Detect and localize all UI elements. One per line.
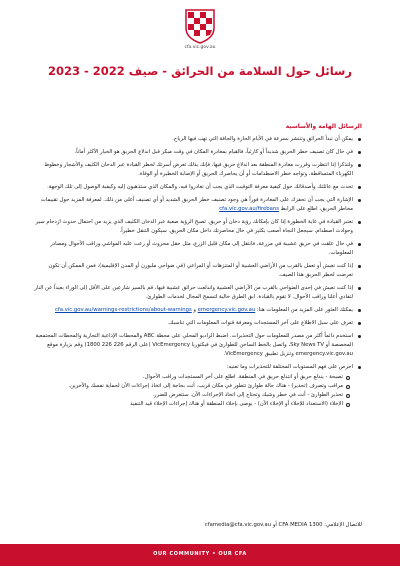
list-item: يمكنك العثور على المزيد من المعلومات هنا: emergency.vic.gov.au و cfa.vic.gov.au/warnings-restrictions/about-warnings (34, 306, 353, 315)
list-item: مراقب وتصرف (تحذير) - هناك حالة طوارئ تتطور في مكان قريب. أنت بحاجة إلى اتخاذ إجراءات الآن لحماية نفسك والآخرين. (34, 382, 343, 391)
list-item: في حال كان تصنيف خطر الحريق شديداً أو كارثياً، فالقيام بمغادرة المكان في وقت مبكر قبل اندلاع الحريق هو الخيار الأكثر أماناً. (34, 148, 353, 157)
list-item: في حال علقت في حريق عشبية في مزرعة، فانتقل إلى مكان قليل الزرع، مثل حقل محروث أو رعت عليه المواشي وراقب الأحوال ومصادر المعلومات. (34, 240, 353, 258)
list-item: تحذير الطوارئ - أنت في خطر وشيك وتحتاج إلى اتخاذ الإجراءات الآن. ستتعرض للضرر. (34, 391, 343, 400)
section-heading: الرسائل الهامة والأساسية (285, 123, 362, 130)
list-item: تعرف على سبل الاطلاع على آخر المستجدات ومعرفة قنوات المعلومات التي تناسبك. (34, 319, 353, 328)
list-item: نصيحة - يندلع حريق أو انتدلع حريق في المنطقة. اطلع على آخر المستجدات وراقب الأحوال. (34, 373, 343, 382)
cfa-emblem-icon (183, 8, 217, 44)
list-item: تعتبر القيادة في غاية الخطورة إذا كان بإمكانك رؤية دخان أو حريق. تصبح الرؤية صعبة عبر الدخان الكثيف الذي يزيد من احتمال حدوث ازدحام سير وحوادث اصطدام، سيجعل النجاة أصعب بكثير في حال محاصرتك داخل مكان الحريق. سيكون التنقل خطيراً. (35, 219, 353, 234)
list-item: إذا كنت تعيش في إحدى الضواحي بالقرب من الأراضي العشبية واندلعت حرائق عشبية فيها، قم بالسير شارعين على الأقل إلى الوراء بعيداً عن النار لتفادي أعلنا وراقب الأحوال. لا تقوم بالقيادة. ابق الطرق خالية لتسمح المجال لخدمات الطوارئ. (34, 285, 353, 300)
emergency-link[interactable]: emergency.vic.gov.au (197, 307, 256, 313)
list-item: تحدث مع عائلتك وأصدقائك حول كيفية معرفة التوقيت الذي يجب أن تغادروا فيه، والمكان الذي ستذهبون إليه وكيفية الوصول إلى تلك الوجهة. (34, 183, 353, 192)
fire-ratings-link[interactable]: cfa.vic.gov.au/firebans (219, 206, 279, 212)
list-item: الإشارة التي يجب أن تحفزك على المغادرة فوراً هي وجود تصنيف خطر الحريق الشديد أو أي تصنيف أعلى من ذلك. لمعرفة المزيد حول تقييمات مخاطر الحريق، اطلع على الرابط cfa.vic.gov.au/firebans (34, 196, 353, 214)
list-item: الإخلاء (الاستعداد للإخلاء أو الإخلاء الآن) - يوصى بإخلاء المنطقة أو هناك إجراءات الإخلاء قيد التنفيذ (34, 400, 343, 409)
logo-url: cfa.vic.gov.au (184, 45, 216, 50)
messages-list (34, 135, 362, 409)
page-title: رسائل حول السلامة من الحرائق - صيف 2022 - 2023 (47, 64, 352, 78)
list-item: يمكن أن تبدأ الحرائق وتنتشر بسرعة في الأيام الحارة والجافة التي تهب فيها الرياح. (34, 135, 353, 144)
list-item: احرص على فهم المستويات المختلفة للتحذيرات وما تعنيه: نصيحة - يندلع حريق أو انتدلع حريق في المنطقة. اطلع على آخر المستجدات وراقب الأحوال. مراقب وتصرف (تحذير) - هناك حالة طوارئ تتطور في مكان قريب. أنت بحاجة إلى اتخاذ إجراءات الآن لحماية نفسك والآخرين. تحذير الطوارئ - أنت في خطر وشيك وتحتاج إلى اتخاذ الإجراءات الآن. ستتعرض للضرر. الإخلاء (الاستعداد للإخلاء أو الإخلاء الآن) - يوصى بإخلاء المنطقة أو هناك إجراءات الإخلاء قيد التنفيذ (34, 363, 353, 409)
warning-levels-list (34, 373, 353, 409)
media-contact: للاتصال الإعلامي: 1300 CFA MEDIA أو cfamedia@cfa.vic.gov.au (204, 522, 362, 528)
warnings-link[interactable]: cfa.vic.gov.au/warnings-restrictions/about-warnings (54, 307, 192, 313)
list-item: ولتذكرا إذا انتظرت وقررت مغادرة المنطقة بعد اندلاع حريق فيها، فإنك بذلك تعرض أسرتك لخطر القيادة عبر الدخان الكثيف والأشجار وخطوط الكهرباء المتساقطة، وتواجه خطر الاصطدامات أو أن يحاصرك الحريق أو الإصابة الخطيرة أو الوفاة. (34, 161, 353, 179)
footer-slogan: OUR COMMUNITY • OUR CFA (153, 551, 247, 557)
cfa-logo (178, 8, 222, 50)
list-item: استخدم دائماً أكثر من مصدر للمعلومات حول التحذيرات. اضبط الراديو المحلي على محطة ABC والمحطات الإذاعية التجارية والمحطات المجتمعية المخصصة أو Sky News TV، واتصل بالخط الساخن للطوارئ في فيكتوريا VicEmergency (على الرقم 226 226 1800) وقم بزيارة موقع emergency.vic.gov.au وتنزيل تطبيق VicEmergency. (35, 333, 353, 357)
main-content (34, 122, 362, 413)
list-item: إذا كنت تعيش أو تعمل بالقرب من الأراضي العشبية أو المتنزهات أو المراعي (في ضواحي ملبورن أو المدن الإقليمية)، فمن الممكن أن تكون تعرضت لخطر الحريق هذا الصيف. (34, 262, 353, 280)
